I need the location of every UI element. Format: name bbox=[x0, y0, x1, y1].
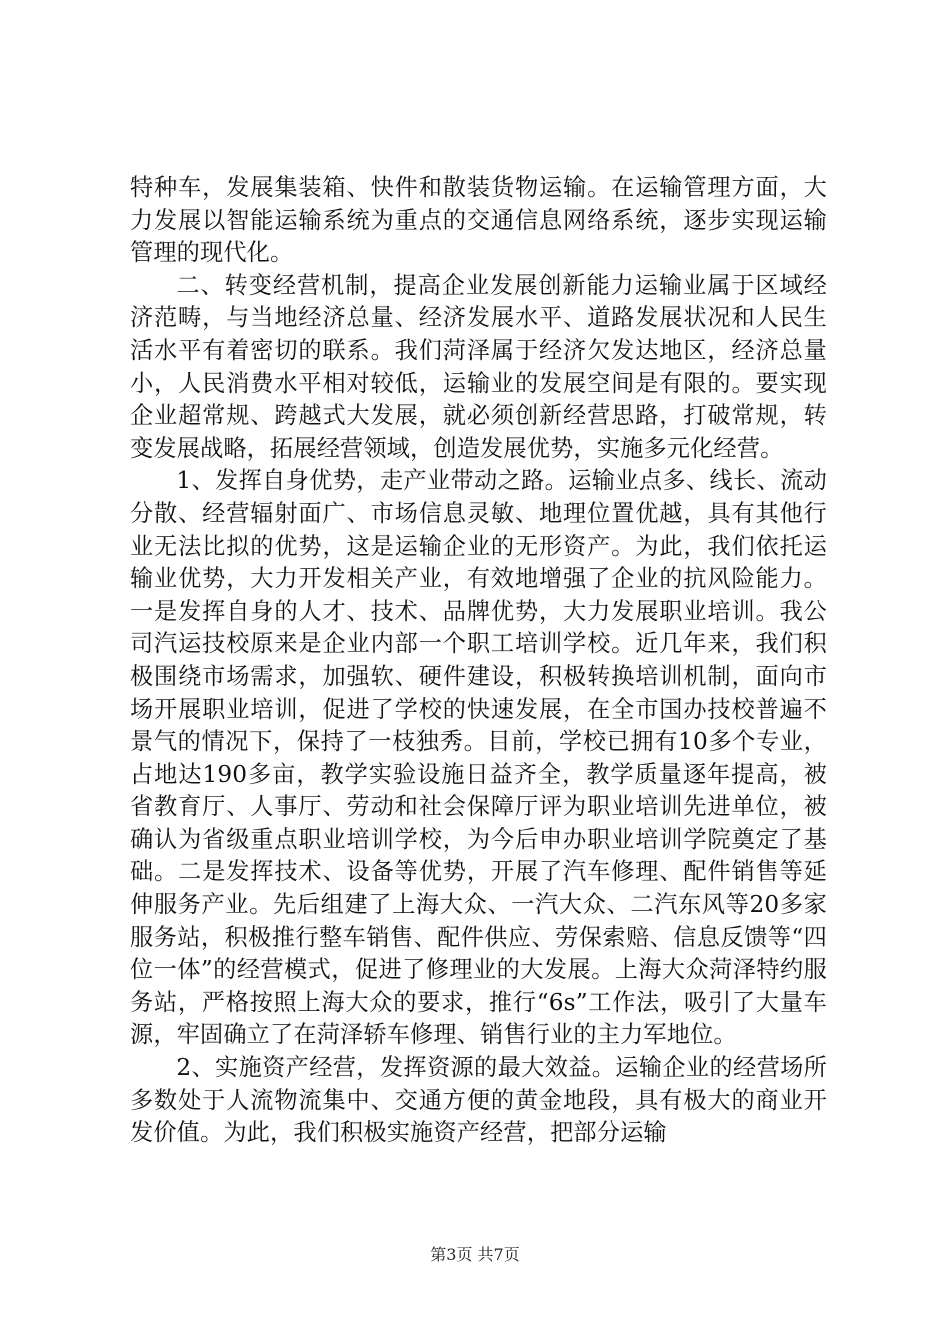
paragraph-continuation: 特种车，发展集装箱、快件和散装货物运输。在运输管理方面，大力发展以智能运输系统为重点的交通信息网络系统，逐步实现运输管理的现代化。 bbox=[130, 174, 827, 267]
paragraph-item-one: 1、发挥自身优势，走产业带动之路。运输业点多、线长、流动分散、经营辐射面广、市场信息灵敏、地理位置优越，具有其他行业无法比拟的优势，这是运输企业的无形资产。为此，我们依托运输业优势，大力开发相关产业，有效地增强了企业的抗风险能力。一是发挥自身的人才、技术、品牌优势，大力发展职业培训。我公司汽运技校原来是企业内部一个职工培训学校。近几年来，我们积极围绕市场需求，加强软、硬件建设，积极转换培训机制，面向市场开展职业培训，促进了学校的快速发展，在全市国办技校普遍不景气的情况下，保持了一枝独秀。目前，学校已拥有10多个专业，占地达190多亩，教学实验设施日益齐全，教学质量逐年提高，被省教育厅、人事厅、劳动和社会保障厅评为职业培训先进单位，被确认为省级重点职业培训学校，为今后申办职业培训学院奠定了基础。二是发挥技术、设备等优势，开展了汽车修理、配件销售等延伸服务产业。先后组建了上海大众、一汽大众、二汽东风等20多家服务站，积极推行整车销售、配件供应、劳保索赔、信息反馈等“四位一体”的经营模式，促进了修理业的大发展。上海大众菏泽特约服务站，严格按照上海大众的要求，推行“6s”工作法，吸引了大量车源，牢固确立了在菏泽轿车修理、销售行业的主力军地位。 bbox=[130, 467, 827, 1049]
page-footer: 第3页 共7页 bbox=[430, 1245, 520, 1264]
paragraph-section-two: 二、转变经营机制，提高企业发展创新能力运输业属于区域经济范畴，与当地经济总量、经济发展水平、道路发展状况和人民生活水平有着密切的联系。我们菏泽属于经济欠发达地区，经济总量小，人民消费水平相对较低，运输业的发展空间是有限的。要实现企业超常规、跨越式大发展，就必须创新经营思路，打破常规，转变发展战略，拓展经营领域，创造发展优势，实施多元化经营。 bbox=[130, 271, 827, 462]
paragraph-item-two: 2、实施资产经营，发挥资源的最大效益。运输企业的经营场所多数处于人流物流集中、交通方便的黄金地段，具有极大的商业开发价值。为此，我们积极实施资产经营，把部分运输 bbox=[130, 1054, 827, 1147]
document-body bbox=[130, 172, 827, 1150]
